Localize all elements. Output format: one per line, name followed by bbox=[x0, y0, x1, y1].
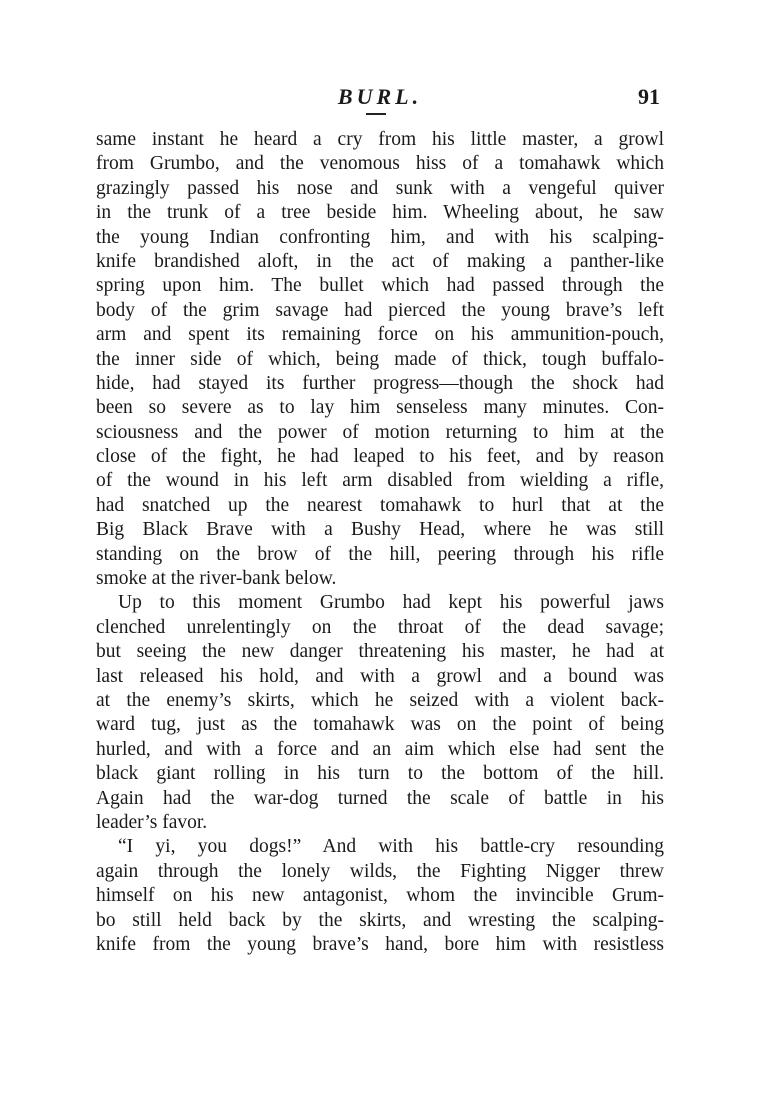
text-line: smoke at the river-bank below. bbox=[96, 568, 337, 590]
text-line: Big Black Brave with a Bushy Head, where he was still bbox=[96, 519, 664, 541]
text-line: at the enemy’s skirts, which he seized with a violent back- bbox=[96, 689, 664, 711]
text-line: grazingly passed his nose and sunk with a vengeful quiver bbox=[96, 177, 664, 199]
text-line: Again had the war-dog turned the scale of battle in his bbox=[96, 787, 664, 809]
page-number: 91 bbox=[638, 84, 660, 109]
text-line: from Grumbo, and the venomous hiss of a tomahawk which bbox=[96, 153, 664, 175]
text-line: close of the fight, he had leaped to his feet, and by reason bbox=[96, 446, 664, 468]
text-line: the inner side of which, being made of thick, tough buffalo- bbox=[96, 348, 664, 370]
paragraph bbox=[96, 128, 664, 591]
text-line: in the trunk of a tree beside him. Wheeling about, he saw bbox=[96, 202, 664, 224]
text-line: of the wound in his left arm disabled from wielding a rifle, bbox=[96, 470, 664, 492]
text-line: last released his hold, and with a growl and a bound was bbox=[96, 665, 664, 687]
text-line: been so severe as to lay him senseless many minutes. Con- bbox=[96, 397, 664, 419]
text-line: body of the grim savage had pierced the young brave’s left bbox=[96, 299, 664, 321]
text-line: arm and spent its remaining force on his ammunition-pouch, bbox=[96, 324, 664, 346]
text-line: hide, had stayed its further progress—though the shock had bbox=[96, 372, 664, 394]
header-rule bbox=[366, 113, 386, 115]
text-line: knife brandished aloft, in the act of making a panther-like bbox=[96, 250, 664, 272]
text-line: sciousness and the power of motion returning to him at the bbox=[96, 421, 664, 443]
text-line: had snatched up the nearest tomahawk to hurl that at the bbox=[96, 494, 664, 516]
text-line: same instant he heard a cry from his little master, a growl bbox=[96, 129, 664, 150]
page-header bbox=[96, 84, 664, 120]
paragraph bbox=[96, 835, 664, 957]
text-line: again through the lonely wilds, the Fighting Nigger threw bbox=[96, 860, 664, 882]
text-line: ward tug, just as the tomahawk was on the point of being bbox=[96, 714, 664, 736]
body-text bbox=[96, 128, 664, 957]
text-line: Up to this moment Grumbo had kept his powerful jaws bbox=[118, 592, 664, 614]
text-line: bo still held back by the skirts, and wresting the scalping- bbox=[96, 909, 664, 931]
text-line: standing on the brow of the hill, peering through his rifle bbox=[96, 543, 664, 565]
text-line: black giant rolling in his turn to the bottom of the hill. bbox=[96, 763, 664, 785]
text-line: leader’s favor. bbox=[96, 811, 208, 833]
running-head: BURL. bbox=[337, 84, 423, 109]
text-line: knife from the young brave’s hand, bore him with resistless bbox=[96, 933, 664, 955]
text-line: but seeing the new danger threatening his master, he had at bbox=[96, 641, 664, 663]
text-line: clenched unrelentingly on the throat of the dead savage; bbox=[96, 616, 664, 638]
paragraph bbox=[96, 591, 664, 835]
text-line: hurled, and with a force and an aim which else had sent the bbox=[96, 738, 664, 760]
text-line: himself on his new antagonist, whom the invincible Grum- bbox=[96, 885, 664, 907]
text-line: spring upon him. The bullet which had passed through the bbox=[96, 275, 664, 297]
text-line: the young Indian confronting him, and with his scalping- bbox=[96, 226, 664, 248]
text-line: “I yi, you dogs!” And with his battle-cry resounding bbox=[118, 836, 664, 858]
